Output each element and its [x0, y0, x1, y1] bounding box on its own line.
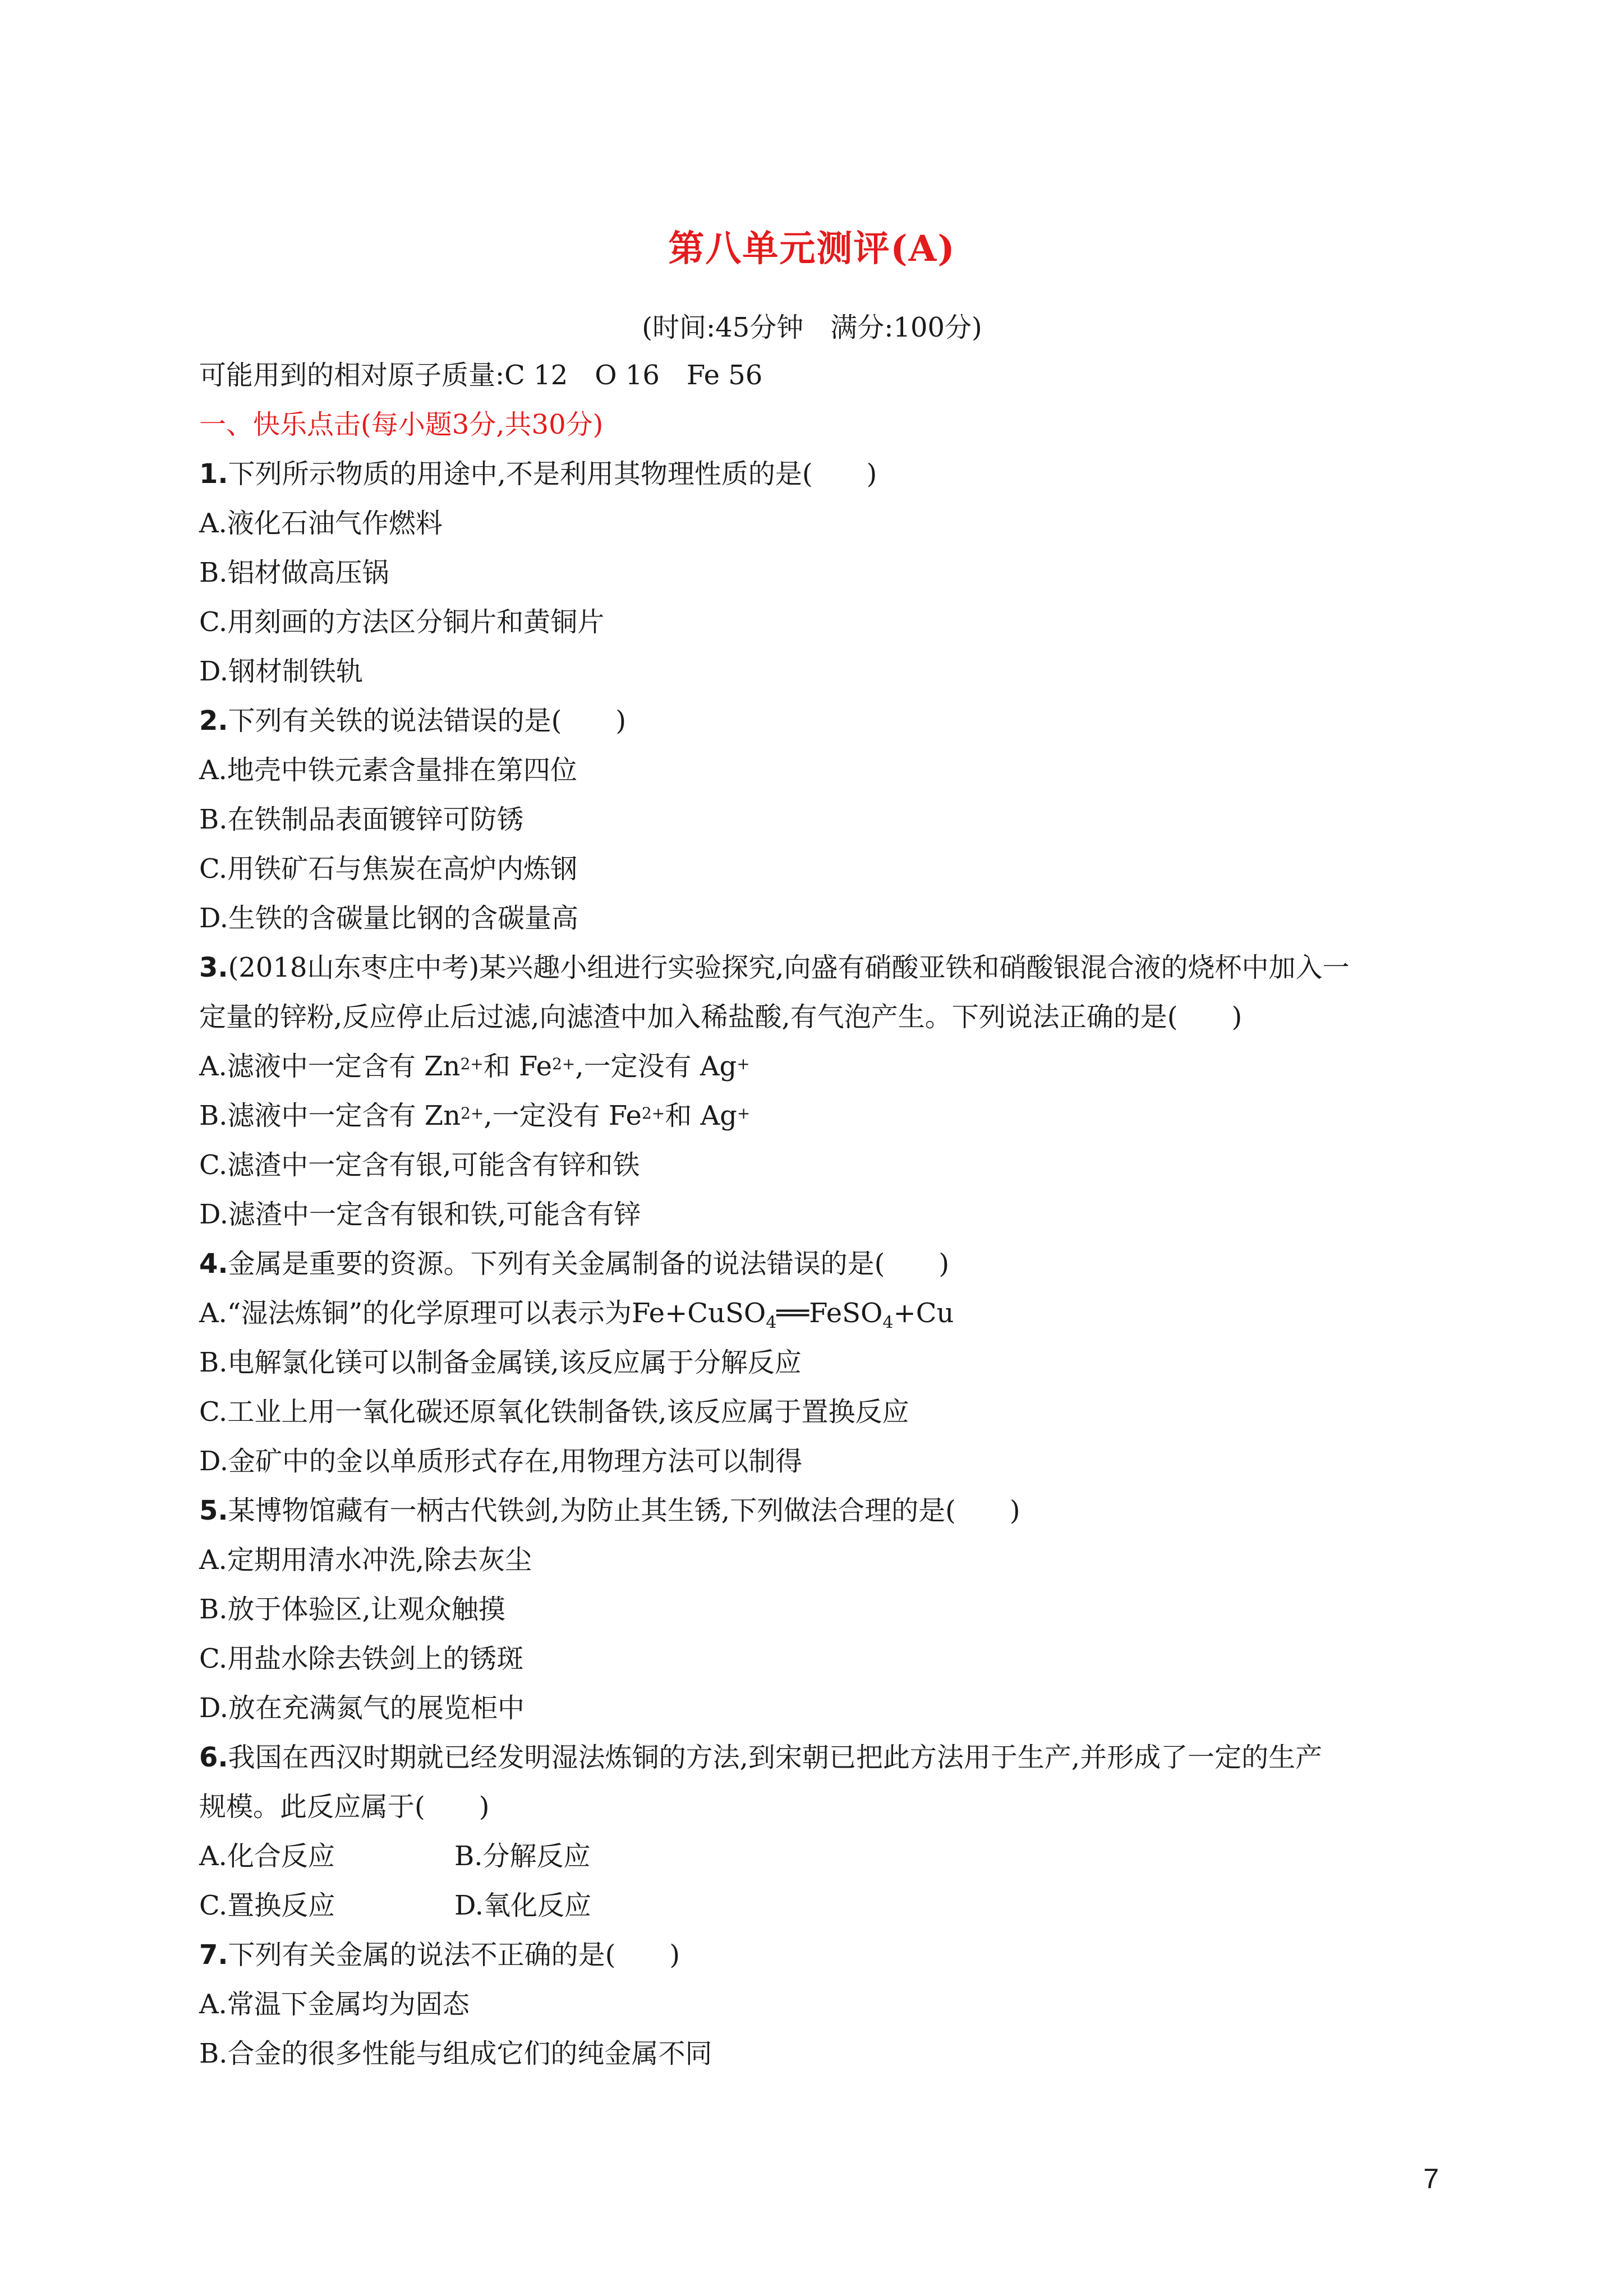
question-7-option-b: B.合金的很多性能与组成它们的纯金属不同 [199, 2038, 712, 2069]
question-4-option-b: B.电解氯化镁可以制备金属镁,该反应属于分解反应 [199, 1347, 802, 1378]
question-5-stem: 5.某博物馆藏有一柄古代铁剑,为防止其生锈,下列做法合理的是( ) [199, 1495, 1020, 1526]
question-4-option-c: C.工业上用一氧化碳还原氧化铁制备铁,该反应属于置换反应 [199, 1396, 909, 1428]
question-5-option-b: B.放于体验区,让观众触摸 [199, 1594, 505, 1625]
question-1-stem: 1.下列所示物质的用途中,不是利用其物理性质的是( ) [199, 458, 877, 490]
question-number: 6. [199, 1742, 228, 1773]
question-3-stem-line1: 3.(2018山东枣庄中考)某兴趣小组进行实验探究,向盛有硝酸亚铁和硝酸银混合液的烧杯中加入一 [199, 952, 1350, 983]
question-1-option-d: D.钢材制铁轨 [199, 656, 364, 687]
question-6-options-row1 [199, 1832, 1433, 1881]
question-4-option-d: D.金矿中的金以单质形式存在,用物理方法可以制得 [199, 1446, 803, 1477]
question-4-option-a: A.“湿法炼铜”的化学原理可以表示为Fe+CuSO$_4$══FeSO$_4$+Cu [199, 1297, 954, 1333]
question-3-option-d: D.滤渣中一定含有银和铁,可能含有锌 [199, 1199, 641, 1230]
question-6-options-row2 [199, 1881, 1433, 1930]
atomic-masses: 可能用到的相对原子质量:C 12 O 16 Fe 56 [199, 360, 763, 391]
question-5-option-d: D.放在充满氮气的展览柜中 [199, 1692, 525, 1724]
question-2-stem: 2.下列有关铁的说法错误的是( ) [199, 705, 627, 737]
question-6-stem-line1: 6.我国在西汉时期就已经发明湿法炼铜的方法,到宋朝已把此方法用于生产,并形成了一定的生产 [199, 1742, 1323, 1773]
page-number: 7 [1423, 2163, 1439, 2194]
question-1-option-a: A.液化石油气作燃料 [199, 508, 443, 539]
question-6-stem-line2: 规模。此反应属于( ) [199, 1791, 490, 1823]
question-7-stem: 7.下列有关金属的说法不正确的是( ) [199, 1939, 680, 1971]
question-3-option-c: C.滤渣中一定含有银,可能含有锌和铁 [199, 1149, 640, 1181]
equation-equals-sign: ══ [776, 1297, 809, 1329]
question-2-option-b: B.在铁制品表面镀锌可防锈 [199, 804, 524, 835]
question-6-option-b: B.分解反应 [454, 1841, 591, 1872]
question-number: 1. [199, 458, 228, 490]
question-5-option-c: C.用盐水除去铁剑上的锈斑 [199, 1643, 524, 1674]
question-5-option-a: A.定期用清水冲洗,除去灰尘 [199, 1544, 532, 1576]
question-6-option-d: D.氧化反应 [454, 1890, 592, 1921]
question-3-option-a: A.滤液中一定含有 $Zn^{2+}$和 $Fe^{2+}$,一定没有 Ag+ [199, 1051, 750, 1082]
question-4-stem: 4.金属是重要的资源。下列有关金属制备的说法错误的是( ) [199, 1248, 950, 1280]
question-2-option-c: C.用铁矿石与焦炭在高炉内炼钢 [199, 853, 578, 885]
section-heading: 一、快乐点击(每小题3分,共30分) [199, 409, 604, 440]
question-number: 4. [199, 1248, 228, 1280]
question-number: 5. [199, 1495, 228, 1526]
question-3-stem-line2: 定量的锌粉,反应停止后过滤,向滤渣中加入稀盐酸,有气泡产生。下列说法正确的是( ) [199, 1001, 1243, 1033]
exam-meta: (时间:45分钟 满分:100分) [642, 312, 982, 343]
question-1-option-b: B.铝材做高压锅 [199, 557, 389, 588]
question-number: 3. [199, 952, 228, 983]
question-6-option-a: A.化合反应 [199, 1841, 335, 1872]
question-3-option-b: B.滤液中一定含有 $Zn^{2+}$,一定没有 $Fe^{2+}$和 Ag+ [199, 1100, 751, 1131]
question-number: 7. [199, 1939, 228, 1971]
exam-content [199, 351, 1433, 2078]
page-title: 第八单元测评(A) [668, 228, 956, 270]
question-number: 2. [199, 705, 228, 737]
question-6-option-c: C.置换反应 [199, 1890, 335, 1921]
question-2-option-a: A.地壳中铁元素含量排在第四位 [199, 754, 577, 786]
question-1-option-c: C.用刻画的方法区分铜片和黄铜片 [199, 606, 605, 638]
question-7-option-a: A.常温下金属均为固态 [199, 1989, 470, 2020]
question-2-option-d: D.生铁的含碳量比钢的含碳量高 [199, 903, 579, 934]
